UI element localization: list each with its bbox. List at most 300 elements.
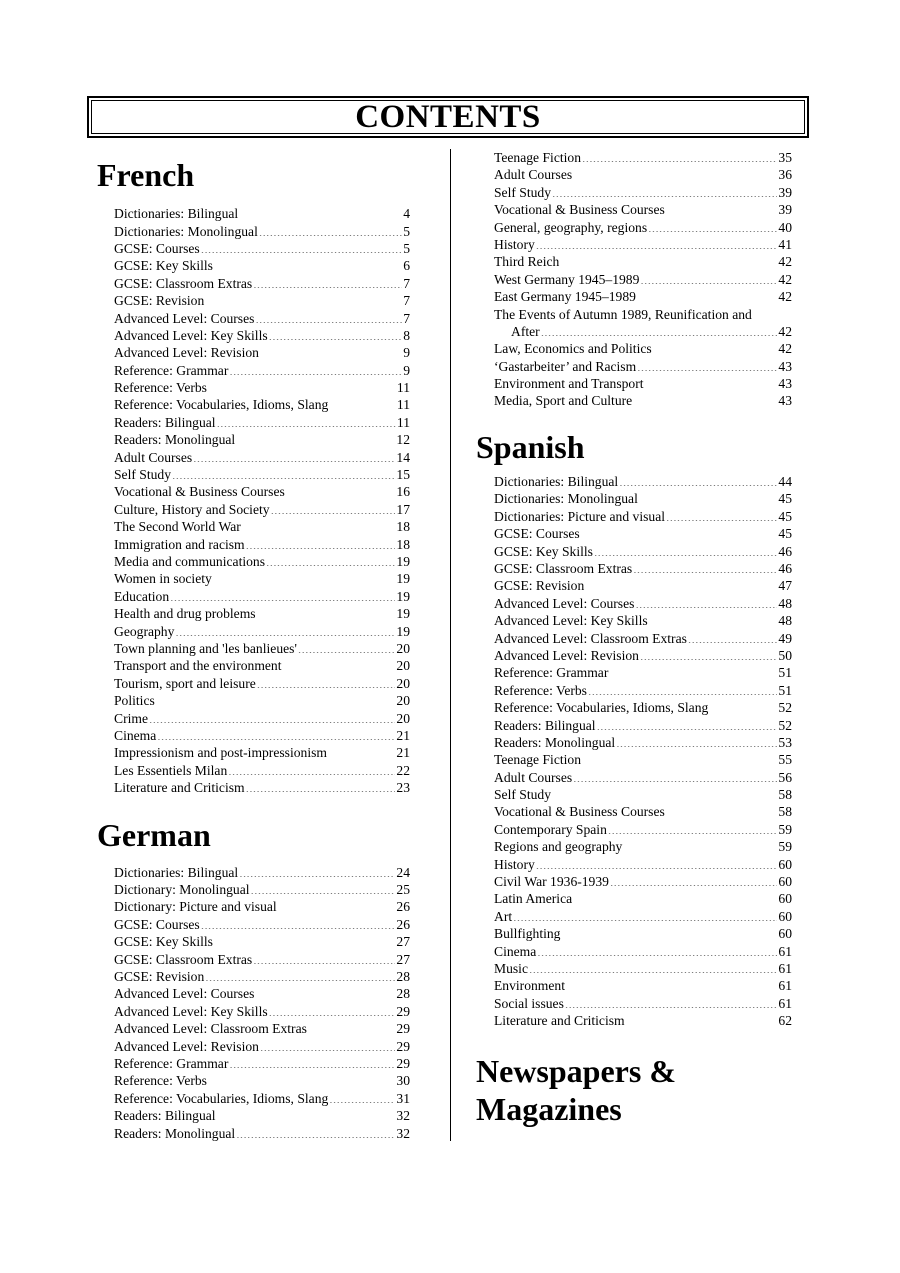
toc-page-number: 24 <box>396 864 410 880</box>
toc-leader-dots <box>271 504 396 514</box>
toc-entry-label: Reference: Verbs <box>494 682 587 698</box>
toc-leader-dots <box>278 901 396 911</box>
toc-entry-label: Women in society <box>114 571 212 587</box>
toc-entry <box>494 803 792 820</box>
toc-entry-label: Law, Economics and Politics <box>494 341 652 357</box>
toc-entry-label: Advanced Level: Courses <box>114 310 255 326</box>
toc-leader-dots <box>666 511 777 521</box>
toc-leader-dots <box>597 720 778 730</box>
toc-page-number: 20 <box>396 710 410 726</box>
toc-entry <box>494 786 792 803</box>
toc-leader-dots <box>259 226 402 236</box>
toc-leader-dots <box>573 893 777 903</box>
toc-entry-label: Reference: Verbs <box>114 1073 207 1089</box>
toc-entry <box>114 968 410 985</box>
toc-leader-dots <box>585 580 777 590</box>
toc-entry <box>494 525 792 542</box>
toc-entry <box>114 501 410 518</box>
toc-leader-dots <box>582 754 777 764</box>
toc-entry <box>494 769 792 786</box>
toc-entry-label: Adult Courses <box>494 167 573 183</box>
toc-entry <box>494 612 792 629</box>
toc-page-number: 42 <box>778 271 792 287</box>
toc-page-number: 11 <box>396 397 410 413</box>
toc-entry-label: GCSE: Courses <box>114 916 200 932</box>
toc-entry-label: Regions and geography <box>494 839 623 855</box>
toc-leader-dots <box>208 1075 395 1085</box>
toc-page-number: 30 <box>396 1073 410 1089</box>
right-column <box>476 149 792 1136</box>
toc-page-number: 8 <box>403 327 410 343</box>
toc-leader-dots <box>217 417 396 427</box>
toc-leader-dots <box>560 256 777 266</box>
toc-leader-dots <box>594 546 777 556</box>
toc-page-number: 42 <box>778 341 792 357</box>
toc-page-number: 60 <box>778 891 792 907</box>
toc-page-number: 26 <box>396 916 410 932</box>
toc-entry-label: Dictionary: Monolingual <box>114 882 250 898</box>
toc-page-number: 60 <box>778 874 792 890</box>
toc-entry-label: Environment <box>494 978 565 994</box>
toc-entry <box>114 205 410 222</box>
toc-entry-label: Literature and Criticism <box>114 780 245 796</box>
page-title: CONTENTS <box>355 98 541 135</box>
toc-entry <box>114 623 410 640</box>
toc-entry <box>494 647 792 664</box>
toc-entry-label: Crime <box>114 710 148 726</box>
toc-entry <box>494 577 792 594</box>
toc-entry <box>114 1090 410 1107</box>
toc-page-number: 21 <box>396 727 410 743</box>
toc-entry <box>494 821 792 838</box>
toc-page-number: 43 <box>778 376 792 392</box>
toc-entry <box>114 1020 410 1037</box>
section-french <box>97 158 410 796</box>
german-entry-list-left <box>97 864 410 1142</box>
toc-leader-dots <box>649 615 778 625</box>
toc-leader-dots <box>573 772 777 782</box>
toc-entry-label: Readers: Bilingual <box>114 414 216 430</box>
toc-entry <box>494 184 792 201</box>
toc-page-number: 14 <box>396 449 410 465</box>
toc-entry-label: Self Study <box>494 787 552 803</box>
toc-entry <box>114 1038 410 1055</box>
toc-page-number: 20 <box>396 693 410 709</box>
toc-page-number: 7 <box>403 293 410 309</box>
toc-entry-label: Media and communications <box>114 554 266 569</box>
toc-page-number: 55 <box>778 752 792 768</box>
toc-page-number: 7 <box>403 275 410 291</box>
toc-page-number: 61 <box>778 978 792 994</box>
toc-entry-label: GCSE: Revision <box>114 293 205 309</box>
toc-page-number: 23 <box>396 780 410 796</box>
toc-entry <box>494 838 792 855</box>
toc-page-number: 6 <box>403 258 410 274</box>
toc-entry <box>114 779 410 796</box>
toc-leader-dots <box>709 702 777 712</box>
toc-leader-dots <box>666 204 778 214</box>
toc-page-number: 18 <box>396 536 410 552</box>
toc-page-number: 29 <box>396 1021 410 1037</box>
toc-page-number: 25 <box>396 882 410 898</box>
toc-entry <box>494 1012 792 1029</box>
toc-page-number: 29 <box>396 1003 410 1019</box>
toc-entry <box>114 223 410 240</box>
toc-entry <box>494 375 792 392</box>
toc-page-number: 53 <box>778 734 792 750</box>
toc-page-number: 18 <box>396 519 410 535</box>
toc-page-number: 61 <box>778 995 792 1011</box>
section-spanish <box>476 430 792 1030</box>
toc-entry-label: Readers: Bilingual <box>114 1108 216 1124</box>
toc-leader-dots <box>286 486 396 496</box>
toc-entry-label: Dictionaries: Monolingual <box>494 491 638 507</box>
toc-page-number: 51 <box>778 682 792 698</box>
toc-leader-dots <box>266 556 395 566</box>
toc-entry <box>494 908 792 925</box>
toc-page-number: 62 <box>778 1013 792 1029</box>
toc-leader-dots <box>619 476 777 486</box>
toc-leader-dots <box>561 928 777 938</box>
toc-leader-dots <box>246 539 396 549</box>
toc-entry-label: Dictionaries: Bilingual <box>114 864 239 880</box>
toc-entry <box>494 943 792 960</box>
toc-entry <box>114 710 410 727</box>
toc-leader-dots <box>639 493 778 503</box>
toc-entry-label: Adult Courses <box>114 449 193 465</box>
toc-page-number: 47 <box>778 578 792 594</box>
toc-entry <box>114 1055 410 1072</box>
toc-leader-dots <box>298 643 396 653</box>
toc-entry <box>114 916 410 933</box>
toc-entry-label: Reference: Vocabularies, Idioms, Slang <box>114 397 329 413</box>
toc-page-number: 4 <box>403 206 410 222</box>
toc-entry <box>494 236 792 253</box>
toc-leader-dots <box>193 452 395 462</box>
toc-leader-dots <box>645 378 778 388</box>
toc-entry <box>494 873 792 890</box>
toc-entry-label: Advanced Level: Courses <box>494 595 635 611</box>
toc-leader-dots <box>213 573 396 583</box>
toc-page-number: 26 <box>396 899 410 915</box>
toc-page-number: 27 <box>396 934 410 950</box>
toc-entry <box>494 358 792 375</box>
toc-entry <box>114 1072 410 1089</box>
toc-entry <box>494 699 792 716</box>
toc-entry-label: Reference: Vocabularies, Idioms, Slang <box>114 1090 329 1106</box>
toc-entry <box>494 166 792 183</box>
toc-page-number: 22 <box>396 762 410 778</box>
toc-leader-dots <box>536 859 778 869</box>
toc-entry <box>494 717 792 734</box>
toc-page-number: 59 <box>778 821 792 837</box>
toc-page-number: 60 <box>778 926 792 942</box>
toc-entry <box>114 396 410 413</box>
toc-page-number: 43 <box>778 358 792 374</box>
toc-entry-label: Music <box>494 961 528 976</box>
toc-page-number: 60 <box>778 908 792 924</box>
toc-page-number: 45 <box>778 508 792 524</box>
toc-leader-dots <box>172 469 395 479</box>
toc-leader-dots <box>208 382 396 392</box>
toc-entry-label: GCSE: Key Skills <box>114 934 213 950</box>
toc-entry-label: Cinema <box>494 943 537 959</box>
toc-page-number: 20 <box>396 675 410 691</box>
toc-entry-label: Geography <box>114 623 175 639</box>
toc-entry <box>114 431 410 448</box>
toc-leader-dots <box>552 789 777 799</box>
toc-entry <box>494 664 792 681</box>
toc-entry-label: Advanced Level: Revision <box>114 345 259 361</box>
toc-entry-label: Cinema <box>114 727 157 743</box>
toc-entry <box>494 630 792 647</box>
toc-page-number: 12 <box>396 432 410 448</box>
toc-entry <box>494 995 792 1012</box>
toc-entry-label: History <box>494 856 535 872</box>
toc-page-number: 42 <box>778 289 792 305</box>
toc-entry <box>114 1125 410 1142</box>
toc-entry <box>494 149 792 166</box>
toc-entry-label: Dictionaries: Monolingual <box>114 223 258 239</box>
toc-entry <box>114 881 410 898</box>
toc-page-number: 40 <box>778 219 792 235</box>
toc-entry <box>494 253 792 270</box>
toc-entry-label: Vocational & Business Courses <box>494 202 665 218</box>
toc-entry <box>494 682 792 699</box>
toc-leader-dots <box>229 365 402 375</box>
toc-entry <box>494 219 792 236</box>
section-heading-german: German <box>97 817 211 854</box>
toc-leader-dots <box>640 274 777 284</box>
toc-entry-label: Impressionism and post-impressionism <box>114 745 327 761</box>
toc-leader-dots <box>242 521 396 531</box>
toc-page-number: 42 <box>778 323 792 339</box>
section-newspapers <box>476 1052 792 1128</box>
toc-leader-dots <box>688 633 778 643</box>
toc-entry <box>114 985 410 1002</box>
toc-leader-dots <box>552 187 777 197</box>
toc-entry <box>114 744 410 761</box>
toc-page-number: 45 <box>778 526 792 542</box>
toc-entry <box>114 292 410 309</box>
toc-page-number: 36 <box>778 167 792 183</box>
toc-leader-dots <box>529 963 777 973</box>
toc-entry-label: Readers: Monolingual <box>114 1125 236 1141</box>
toc-entry-label: Latin America <box>494 891 573 907</box>
toc-entry-label: Social issues <box>494 995 564 1011</box>
toc-page-number: 52 <box>778 717 792 733</box>
toc-entry <box>114 727 410 744</box>
toc-entry <box>494 288 792 305</box>
toc-leader-dots <box>236 434 395 444</box>
toc-entry-label: Readers: Bilingual <box>494 717 596 733</box>
german-entry-list-right <box>476 149 792 410</box>
toc-entry-label: Advanced Level: Classroom Extras <box>494 630 687 646</box>
toc-entry-label: GCSE: Courses <box>114 240 200 256</box>
toc-entry-label: GCSE: Key Skills <box>494 543 593 559</box>
toc-leader-dots <box>581 528 778 538</box>
toc-leader-dots <box>536 239 778 249</box>
toc-entry <box>114 762 410 779</box>
toc-entry-label: Politics <box>114 693 155 709</box>
toc-page-number: 19 <box>396 571 410 587</box>
toc-entry <box>494 960 792 977</box>
toc-entry-label: Teenage Fiction <box>494 752 581 768</box>
section-german <box>97 818 410 1141</box>
toc-entry-continuation <box>494 323 792 340</box>
toc-entry <box>114 327 410 344</box>
toc-entry-label: Advanced Level: Key Skills <box>114 1003 268 1019</box>
toc-entry-label: Literature and Criticism <box>494 1013 625 1029</box>
toc-leader-dots <box>205 971 395 981</box>
toc-page-number: 19 <box>396 606 410 622</box>
toc-entry <box>494 201 792 218</box>
toc-page-number: 27 <box>396 951 410 967</box>
toc-entry <box>114 466 410 483</box>
toc-entry <box>494 508 792 525</box>
toc-leader-dots <box>513 911 777 921</box>
toc-entry <box>494 306 792 341</box>
toc-page-number: 48 <box>778 595 792 611</box>
toc-page-number: 46 <box>778 543 792 559</box>
toc-entry <box>114 951 410 968</box>
toc-leader-dots <box>283 660 396 670</box>
toc-entry-label: Environment and Transport <box>494 376 644 392</box>
section-heading-french: French <box>97 157 195 193</box>
toc-entry-label: GCSE: Classroom Extras <box>114 951 253 967</box>
toc-entry <box>114 1003 410 1020</box>
toc-entry-label: GCSE: Courses <box>494 526 580 542</box>
toc-entry-label: GCSE: Classroom Extras <box>114 275 253 291</box>
toc-leader-dots <box>328 747 395 757</box>
toc-page-number: 29 <box>396 1055 410 1071</box>
toc-page-number: 19 <box>396 623 410 639</box>
toc-entry <box>114 605 410 622</box>
toc-entry-label: Advanced Level: Revision <box>114 1038 259 1054</box>
toc-page-number: 52 <box>778 700 792 716</box>
toc-entry-label: Advanced Level: Classroom Extras <box>114 1021 307 1037</box>
toc-entry <box>114 275 410 292</box>
toc-page-number: 29 <box>396 1038 410 1054</box>
toc-page-number: 56 <box>778 769 792 785</box>
toc-page-number: 61 <box>778 961 792 976</box>
toc-entry <box>114 864 410 881</box>
toc-leader-dots <box>255 988 395 998</box>
toc-page-number: 28 <box>396 969 410 984</box>
toc-leader-dots <box>582 152 777 162</box>
toc-entry <box>114 257 410 274</box>
toc-entry-label: Tourism, sport and leisure <box>114 675 256 691</box>
toc-leader-dots <box>260 347 402 357</box>
toc-entry-label: History <box>494 236 535 252</box>
toc-entry-label: Readers: Monolingual <box>114 432 236 448</box>
toc-entry <box>494 340 792 357</box>
toc-page-number: 39 <box>778 202 792 218</box>
french-entry-list <box>97 205 410 796</box>
newspapers-heading-line1: Newspapers & <box>476 1052 676 1089</box>
toc-page-number: 46 <box>778 561 792 577</box>
toc-leader-dots <box>623 841 777 851</box>
toc-leader-dots <box>217 1110 396 1120</box>
toc-entry <box>494 977 792 994</box>
toc-entry <box>494 490 792 507</box>
toc-entry-label: Education <box>114 588 170 604</box>
toc-entry <box>114 344 410 361</box>
toc-entry-label: East Germany 1945–1989 <box>494 289 636 305</box>
toc-leader-dots <box>253 954 395 964</box>
contents-title-box <box>87 96 809 138</box>
toc-page-number: 35 <box>778 150 792 165</box>
toc-leader-dots <box>588 685 777 695</box>
spanish-entry-list <box>476 473 792 1030</box>
toc-leader-dots <box>157 730 395 740</box>
toc-entry-label: Town planning and 'les banlieues' <box>114 640 297 656</box>
toc-entry <box>494 890 792 907</box>
toc-page-number: 48 <box>778 613 792 629</box>
left-column <box>97 158 410 1142</box>
toc-page-number: 11 <box>396 380 410 396</box>
toc-entry-label: Teenage Fiction <box>494 150 581 165</box>
toc-leader-dots <box>251 884 396 894</box>
toc-entry <box>114 1107 410 1124</box>
toc-entry-label: Advanced Level: Key Skills <box>494 613 648 629</box>
toc-leader-dots <box>269 1006 396 1016</box>
toc-entry <box>114 570 410 587</box>
toc-leader-dots <box>573 169 777 179</box>
toc-leader-dots <box>616 737 777 747</box>
toc-page-number: 42 <box>778 254 792 270</box>
toc-page-number: 32 <box>396 1108 410 1124</box>
toc-entry-label: Vocational & Business Courses <box>114 484 285 500</box>
toc-entry-label: West Germany 1945–1989 <box>494 271 640 287</box>
toc-entry <box>494 925 792 942</box>
toc-entry-label: Media, Sport and Culture <box>494 393 633 409</box>
toc-entry <box>114 692 410 709</box>
toc-entry <box>494 543 792 560</box>
toc-leader-dots <box>635 598 777 608</box>
toc-entry <box>114 449 410 466</box>
toc-entry <box>494 751 792 768</box>
toc-entry <box>114 898 410 915</box>
toc-leader-dots <box>253 278 402 288</box>
toc-leader-dots <box>257 608 396 618</box>
toc-entry-label: Art <box>494 908 513 924</box>
toc-entry-label: Health and drug problems <box>114 606 256 622</box>
toc-entry <box>494 595 792 612</box>
toc-entry-label: Culture, History and Society <box>114 501 270 517</box>
toc-page-number: 20 <box>396 658 410 674</box>
toc-entry <box>114 675 410 692</box>
toc-leader-dots <box>666 806 778 816</box>
toc-leader-dots <box>640 650 777 660</box>
toc-entry <box>114 640 410 657</box>
toc-page-number: 49 <box>778 630 792 646</box>
toc-entry-label: Reference: Grammar <box>114 362 229 378</box>
toc-entry-label: Immigration and racism <box>114 536 245 552</box>
toc-entry-label: Reference: Grammar <box>494 665 609 681</box>
toc-entry-label: Third Reich <box>494 254 560 270</box>
toc-page-number: 28 <box>396 986 410 1002</box>
toc-entry-label: GCSE: Revision <box>494 578 585 594</box>
toc-page-number: 31 <box>396 1090 410 1106</box>
toc-entry-label: Reference: Verbs <box>114 380 207 396</box>
toc-leader-dots <box>214 260 402 270</box>
toc-page-number: 39 <box>778 184 792 200</box>
toc-page-number: 17 <box>396 501 410 517</box>
toc-entry-label: Dictionaries: Picture and visual <box>494 508 666 524</box>
toc-leader-dots <box>149 713 395 723</box>
toc-leader-dots <box>239 208 402 218</box>
